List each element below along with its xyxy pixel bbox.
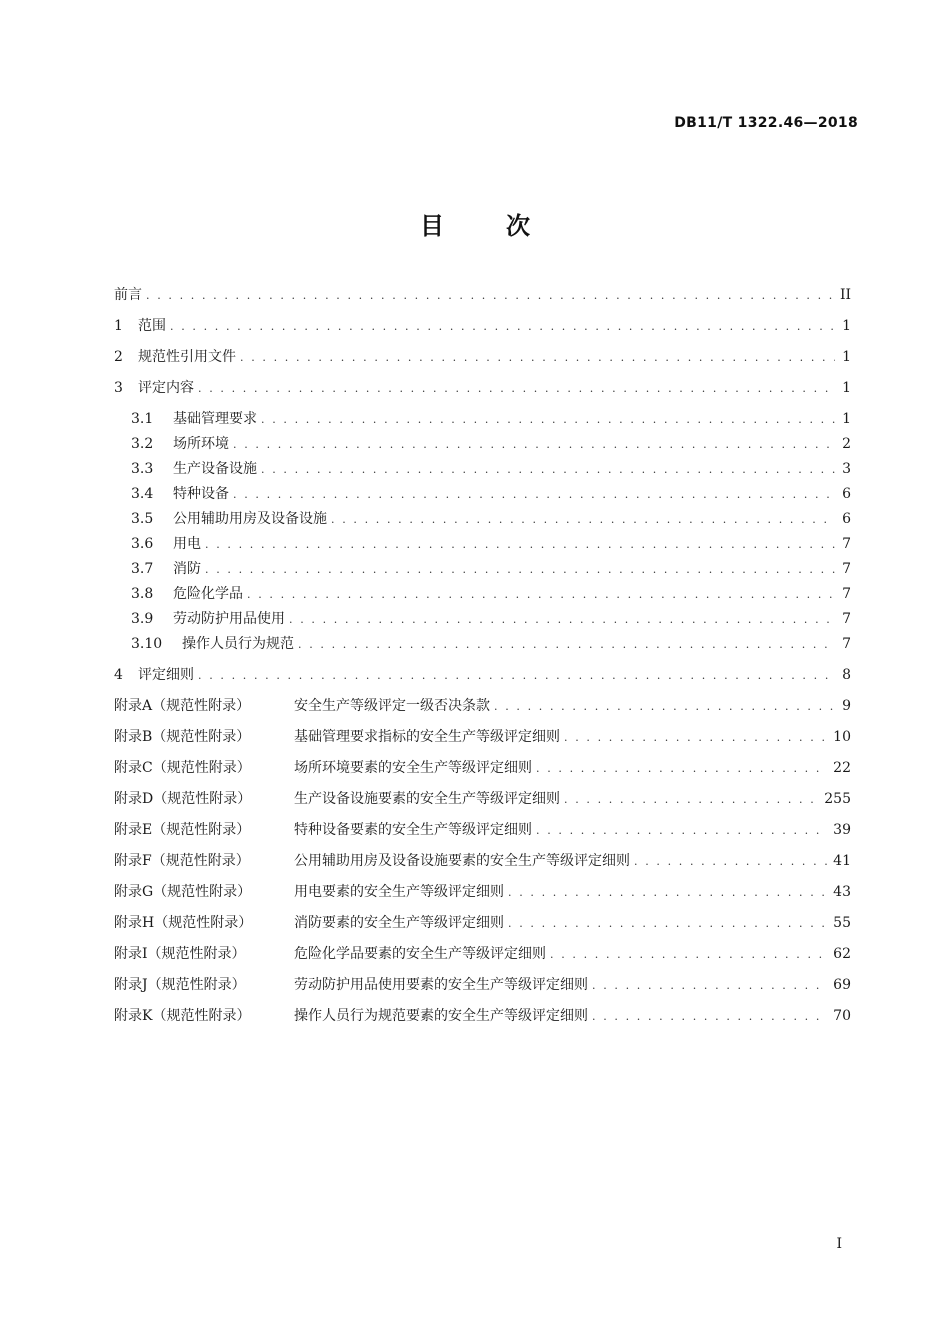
dot-leader bbox=[634, 851, 827, 872]
toc-entry-annex-c[interactable] bbox=[114, 758, 851, 789]
toc-entry-subsection-3-1[interactable] bbox=[114, 409, 851, 434]
toc-entry-number: 3.8 bbox=[131, 586, 154, 602]
dot-leader bbox=[289, 609, 835, 630]
toc-entry-title: 操作人员行为规范 bbox=[182, 636, 294, 652]
toc-entry-subsection-3-5[interactable] bbox=[114, 509, 851, 534]
dot-leader bbox=[261, 409, 835, 430]
toc-entry-title: 安全生产等级评定一级否决条款 bbox=[294, 698, 490, 714]
toc-entry-page: 2 bbox=[842, 436, 851, 452]
toc-entry-page: 9 bbox=[842, 698, 851, 714]
toc-entry-page: 1 bbox=[842, 318, 851, 334]
toc-entry-page: 8 bbox=[842, 667, 851, 683]
dot-leader bbox=[331, 509, 835, 530]
annex-label: 附录A（规范性附录） bbox=[114, 698, 251, 714]
document-code: DB11/T 1322.46—2018 bbox=[674, 115, 858, 131]
toc-entry-number: 4 bbox=[114, 667, 123, 683]
toc-entry-title: 操作人员行为规范要素的安全生产等级评定细则 bbox=[294, 1008, 588, 1024]
toc-entry-annex-a[interactable] bbox=[114, 696, 851, 727]
toc-entry-page: 6 bbox=[842, 486, 851, 502]
toc-entry-number: 3.1 bbox=[131, 411, 154, 427]
toc-entry-annex-j[interactable] bbox=[114, 975, 851, 1006]
toc-entry-title: 范围 bbox=[138, 318, 166, 334]
toc-entry-title: 用电 bbox=[173, 536, 201, 552]
annex-label: 附录K（规范性附录） bbox=[114, 1008, 251, 1024]
toc-entry-number: 3.6 bbox=[131, 536, 154, 552]
toc-entry-section-2[interactable] bbox=[114, 347, 851, 378]
toc-entry-title: 特种设备要素的安全生产等级评定细则 bbox=[294, 822, 532, 838]
toc-entry-number: 3.3 bbox=[131, 461, 154, 477]
toc-entry-section-3[interactable] bbox=[114, 378, 851, 409]
toc-entry-page: 62 bbox=[833, 946, 851, 962]
toc-entry-page: 70 bbox=[833, 1008, 851, 1024]
toc-entry-page: 39 bbox=[833, 822, 851, 838]
annex-label: 附录E（规范性附录） bbox=[114, 822, 251, 838]
toc-entry-title: 消防 bbox=[173, 561, 201, 577]
toc-entry-subsection-3-7[interactable] bbox=[114, 559, 851, 584]
dot-leader bbox=[170, 316, 835, 337]
toc-entry-title: 危险化学品 bbox=[173, 586, 243, 602]
dot-leader bbox=[494, 696, 835, 717]
toc-entry-title: 劳动防护用品使用要素的安全生产等级评定细则 bbox=[294, 977, 588, 993]
toc-entry-subsection-3-6[interactable] bbox=[114, 534, 851, 559]
toc-entry-title: 公用辅助用房及设备设施要素的安全生产等级评定细则 bbox=[294, 853, 630, 869]
annex-label: 附录G（规范性附录） bbox=[114, 884, 252, 900]
toc-entry-title: 公用辅助用房及设备设施 bbox=[173, 511, 327, 527]
dot-leader bbox=[298, 634, 835, 655]
toc-entry-title: 基础管理要求指标的安全生产等级评定细则 bbox=[294, 729, 560, 745]
toc-entry-number: 3.7 bbox=[131, 561, 154, 577]
dot-leader bbox=[536, 820, 827, 841]
toc-entry-title: 基础管理要求 bbox=[173, 411, 257, 427]
toc-entry-number: 3.10 bbox=[131, 636, 163, 652]
toc-entry-page: 7 bbox=[842, 611, 851, 627]
dot-leader bbox=[198, 665, 835, 686]
toc-entry-annex-d[interactable] bbox=[114, 789, 851, 820]
toc-entry-subsection-3-9[interactable] bbox=[114, 609, 851, 634]
toc-entry-subsection-3-3[interactable] bbox=[114, 459, 851, 484]
toc-entry-subsection-3-10[interactable] bbox=[114, 634, 851, 659]
toc-entry-title: 场所环境要素的安全生产等级评定细则 bbox=[294, 760, 532, 776]
toc-entry-number: 3.4 bbox=[131, 486, 154, 502]
toc-entry-page: 43 bbox=[833, 884, 851, 900]
toc-entry-page: 1 bbox=[842, 411, 851, 427]
toc-entry-annex-f[interactable] bbox=[114, 851, 851, 882]
toc-entry-page: 69 bbox=[833, 977, 851, 993]
toc-entry-number: 1 bbox=[114, 318, 123, 334]
toc-entry-page: 6 bbox=[842, 511, 851, 527]
toc-entry-page: 1 bbox=[842, 349, 851, 365]
toc-entry-title: 前言 bbox=[114, 287, 142, 303]
page-title: 目次 bbox=[420, 212, 592, 240]
annex-label: 附录I（规范性附录） bbox=[114, 946, 246, 962]
toc-entry-number: 2 bbox=[114, 349, 123, 365]
annex-label: 附录D（规范性附录） bbox=[114, 791, 252, 807]
annex-label: 附录C（规范性附录） bbox=[114, 760, 251, 776]
toc-entry-page: 55 bbox=[833, 915, 851, 931]
dot-leader bbox=[592, 1006, 827, 1027]
toc-entry-number: 3.5 bbox=[131, 511, 154, 527]
toc-entry-page: 7 bbox=[842, 586, 851, 602]
toc-entry-page: 255 bbox=[824, 791, 851, 807]
toc-entry-title: 特种设备 bbox=[173, 486, 229, 502]
toc-entry-title: 规范性引用文件 bbox=[138, 349, 236, 365]
dot-leader bbox=[205, 559, 835, 580]
dot-leader bbox=[198, 378, 835, 399]
dot-leader bbox=[247, 584, 835, 605]
annex-label: 附录H（规范性附录） bbox=[114, 915, 253, 931]
table-of-contents bbox=[114, 285, 851, 1037]
toc-entry-page: 41 bbox=[833, 853, 851, 869]
toc-entry-title: 场所环境 bbox=[173, 436, 229, 452]
dot-leader bbox=[146, 285, 834, 306]
toc-entry-title: 消防要素的安全生产等级评定细则 bbox=[294, 915, 504, 931]
dot-leader bbox=[233, 434, 835, 455]
toc-entry-preface[interactable] bbox=[114, 285, 851, 316]
toc-entry-annex-h[interactable] bbox=[114, 913, 851, 944]
toc-entry-section-4[interactable] bbox=[114, 665, 851, 696]
toc-entry-page: II bbox=[839, 287, 851, 303]
toc-entry-page: 10 bbox=[833, 729, 851, 745]
toc-entry-number: 3.2 bbox=[131, 436, 154, 452]
dot-leader bbox=[564, 727, 827, 748]
toc-entry-page: 7 bbox=[842, 561, 851, 577]
dot-leader bbox=[536, 758, 827, 779]
toc-entry-annex-g[interactable] bbox=[114, 882, 851, 913]
toc-entry-number: 3.9 bbox=[131, 611, 154, 627]
toc-entry-title: 生产设备设施 bbox=[173, 461, 257, 477]
toc-entry-title: 危险化学品要素的安全生产等级评定细则 bbox=[294, 946, 546, 962]
toc-entry-section-1[interactable] bbox=[114, 316, 851, 347]
toc-entry-annex-k[interactable] bbox=[114, 1006, 851, 1037]
toc-entry-title: 用电要素的安全生产等级评定细则 bbox=[294, 884, 504, 900]
dot-leader bbox=[233, 484, 835, 505]
toc-entry-annex-e[interactable] bbox=[114, 820, 851, 851]
toc-entry-title: 评定细则 bbox=[138, 667, 194, 683]
dot-leader bbox=[564, 789, 818, 810]
toc-entry-page: 1 bbox=[842, 380, 851, 396]
dot-leader bbox=[261, 459, 835, 480]
annex-label: 附录J（规范性附录） bbox=[114, 977, 246, 993]
toc-entry-annex-i[interactable] bbox=[114, 944, 851, 975]
toc-entry-page: 7 bbox=[842, 536, 851, 552]
dot-leader bbox=[508, 913, 827, 934]
toc-entry-subsection-3-2[interactable] bbox=[114, 434, 851, 459]
toc-entry-page: 7 bbox=[842, 636, 851, 652]
dot-leader bbox=[240, 347, 835, 368]
dot-leader bbox=[205, 534, 835, 555]
dot-leader bbox=[592, 975, 827, 996]
toc-entry-number: 3 bbox=[114, 380, 123, 396]
dot-leader bbox=[508, 882, 827, 903]
toc-entry-title: 劳动防护用品使用 bbox=[173, 611, 285, 627]
dot-leader bbox=[550, 944, 827, 965]
toc-entry-title: 生产设备设施要素的安全生产等级评定细则 bbox=[294, 791, 560, 807]
annex-label: 附录F（规范性附录） bbox=[114, 853, 250, 869]
toc-entry-annex-b[interactable] bbox=[114, 727, 851, 758]
page-number: I bbox=[836, 1236, 842, 1252]
toc-entry-page: 3 bbox=[842, 461, 851, 477]
annex-label: 附录B（规范性附录） bbox=[114, 729, 251, 745]
toc-entry-subsection-3-4[interactable] bbox=[114, 484, 851, 509]
toc-entry-page: 22 bbox=[833, 760, 851, 776]
toc-entry-title: 评定内容 bbox=[138, 380, 194, 396]
toc-entry-subsection-3-8[interactable] bbox=[114, 584, 851, 609]
